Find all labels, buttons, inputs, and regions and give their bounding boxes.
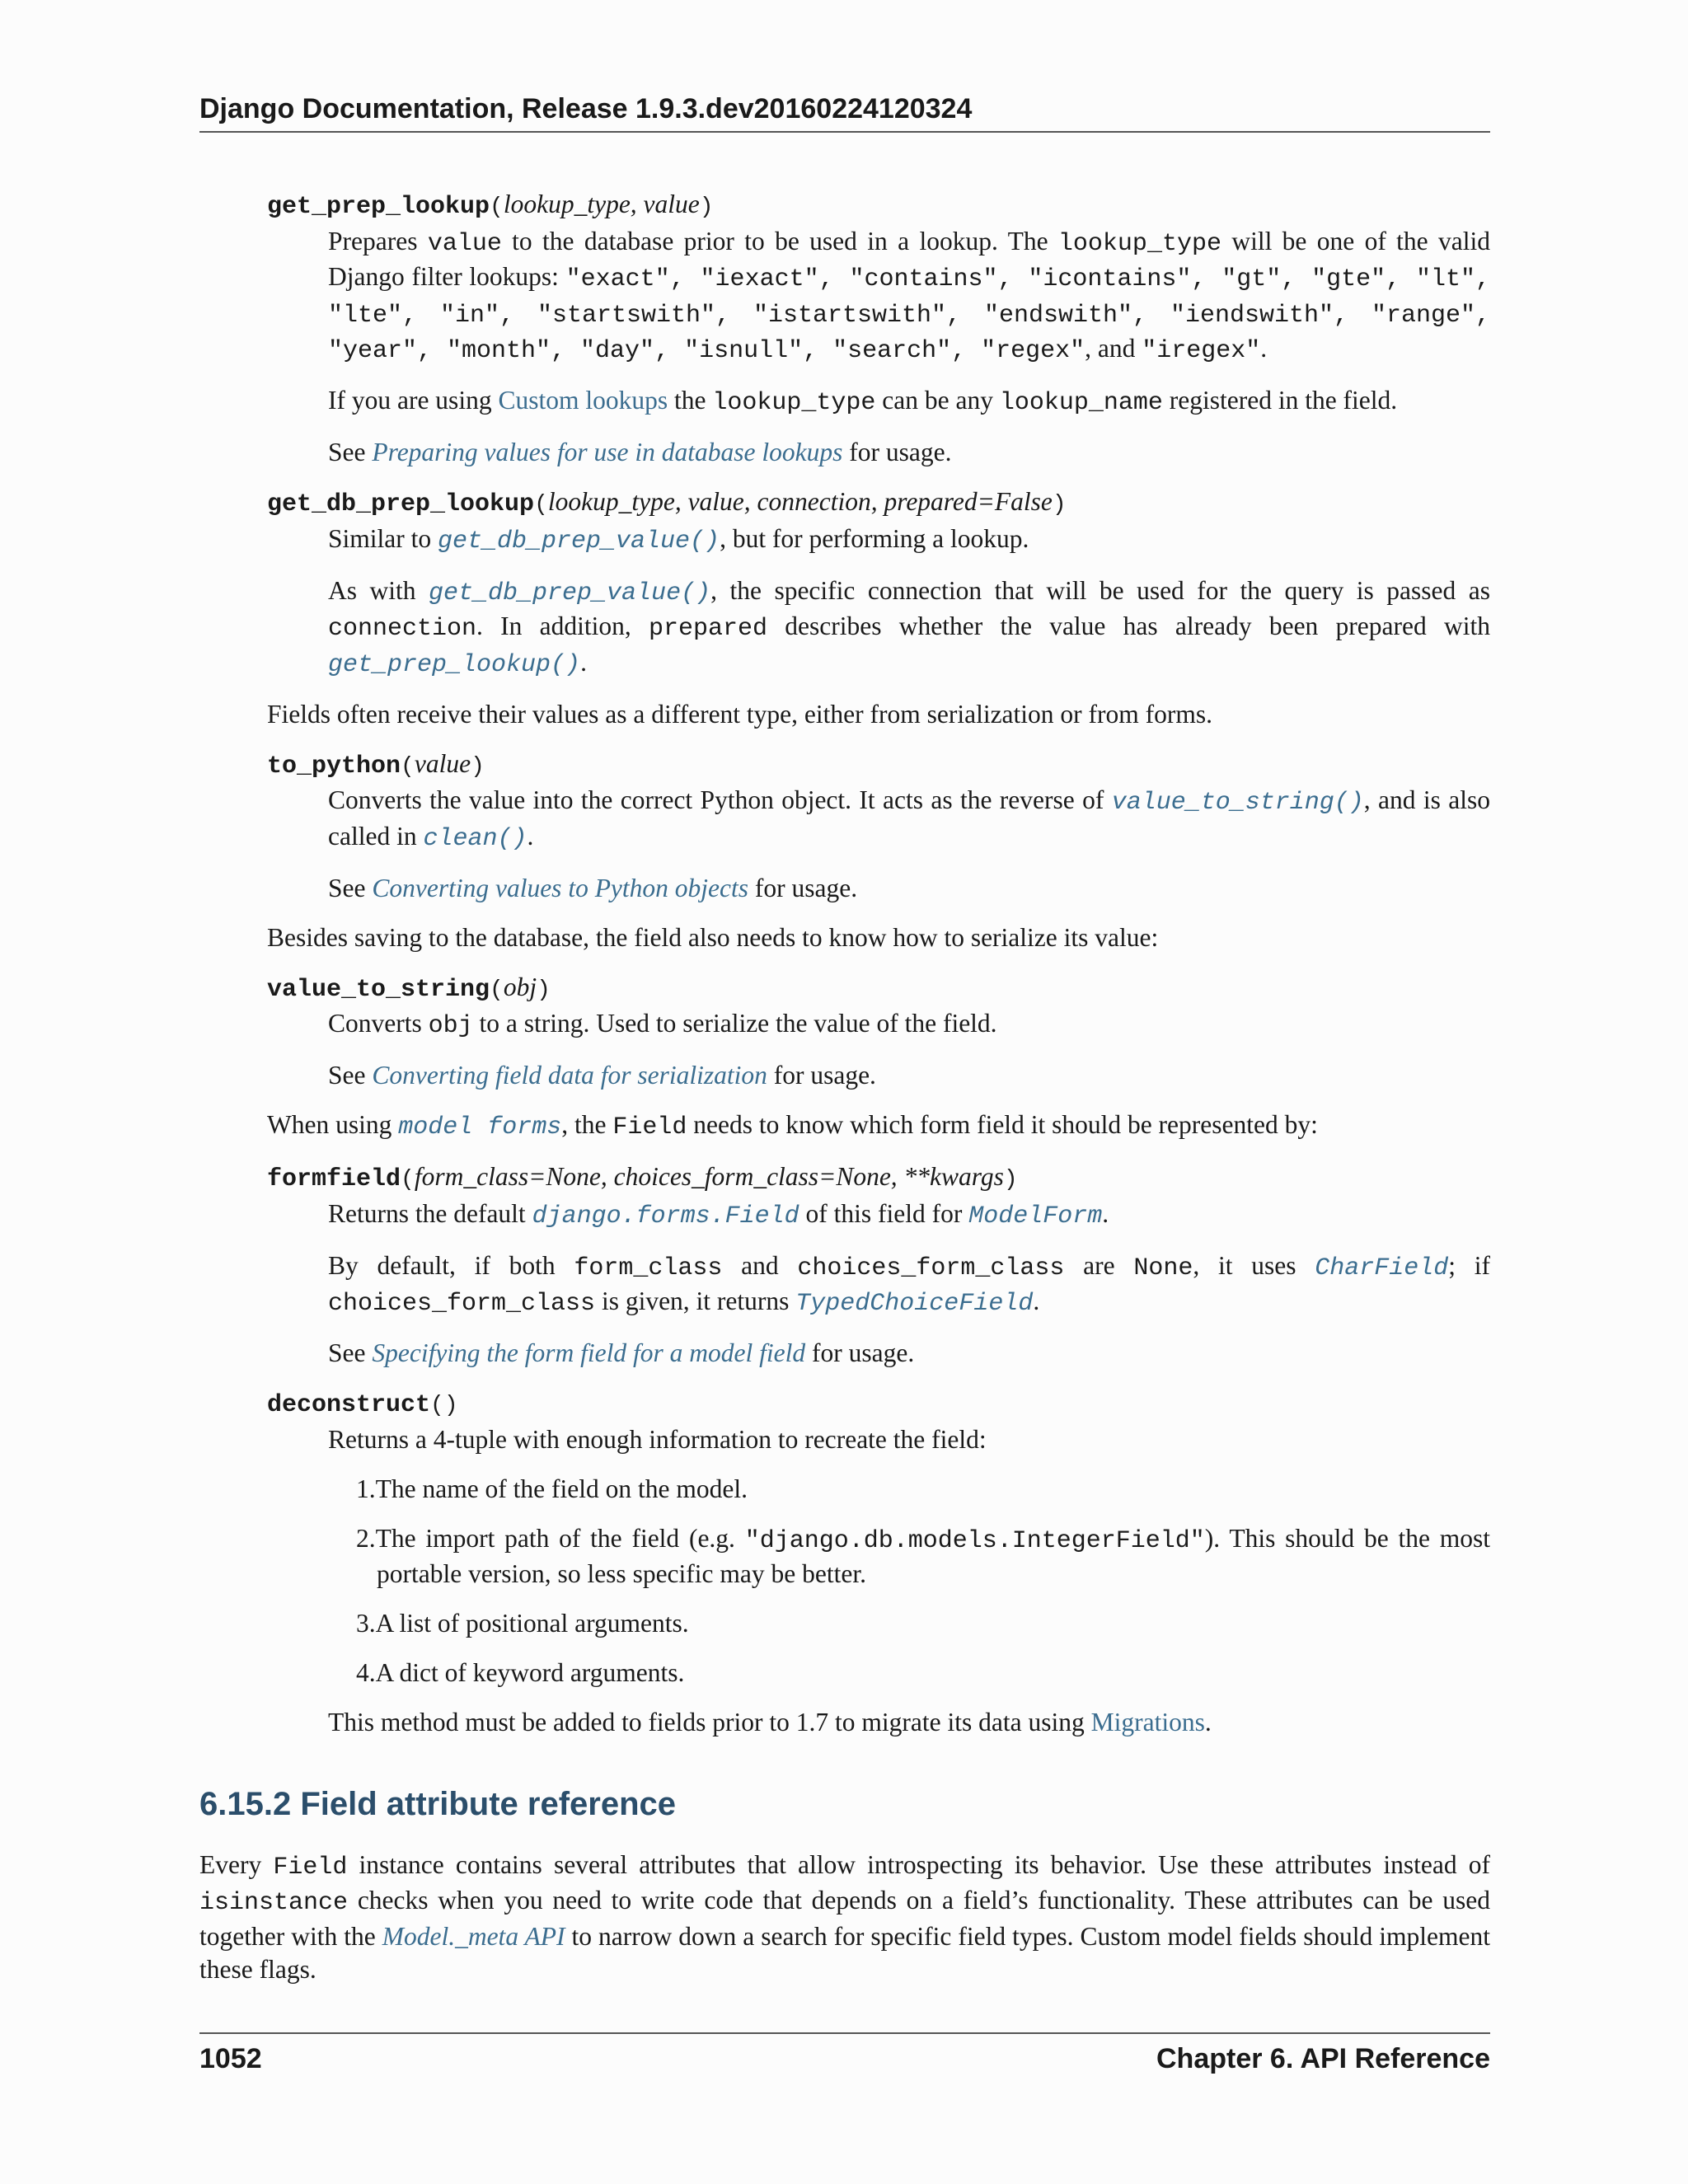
paragraph: Fields often receive their values as a different type, either from serialization or from forms.	[267, 699, 1212, 729]
paragraph: As with get_db_prep_value(), the specific connection that will be used for the query is passed as connection. In addition, prepared describes whether the value has already been prepared with get_prep_lookup().	[328, 575, 1490, 679]
method-signature-value-to-string: value_to_string(obj)	[267, 972, 551, 1004]
method-description	[328, 1197, 1490, 1371]
paragraph: When using model forms, the Field needs to know which form field it should be represented by:	[267, 1110, 1318, 1141]
method-name: value_to_string	[267, 975, 490, 1004]
list-item: 3.A list of positional arguments.	[356, 1609, 689, 1638]
page-header	[199, 92, 1490, 133]
page-number: 1052	[199, 2043, 262, 2074]
converting-values-link[interactable]: Converting values to Python objects	[372, 873, 749, 902]
running-title: Django Documentation, Release 1.9.3.dev20160224120324	[199, 93, 973, 124]
method-name: to_python	[267, 752, 401, 780]
method-signature-formfield: formfield(form_class=None, choices_form_class=None, **kwargs)	[267, 1162, 1018, 1193]
preparing-values-link[interactable]: Preparing values for use in database lookups	[372, 438, 843, 466]
paragraph: By default, if both form_class and choices_form_class are None, it uses CharField; if choices_form_class is given, it returns TypedChoiceField.	[328, 1250, 1491, 1318]
get-prep-lookup-link[interactable]: get_prep_lookup()	[328, 650, 581, 679]
get-db-prep-value-link[interactable]: get_db_prep_value()	[429, 579, 711, 607]
method-description	[328, 1423, 1490, 1457]
numbered-list	[356, 1473, 1490, 1690]
typedchoicefield-link[interactable]: TypedChoiceField	[795, 1290, 1034, 1318]
converting-field-data-link[interactable]: Converting field data for serialization	[372, 1061, 767, 1090]
chapter-title: Chapter 6. API Reference	[1156, 2043, 1490, 2074]
clean-link[interactable]: clean()	[423, 824, 528, 853]
paragraph: See Converting values to Python objects for usage.	[328, 873, 858, 902]
charfield-link[interactable]: CharField	[1315, 1254, 1449, 1282]
method-signature-to-python: to_python(value)	[267, 748, 485, 780]
specifying-form-field-link[interactable]: Specifying the form field for a model field	[372, 1338, 806, 1367]
paragraph: Prepares value to the database prior to be used in a lookup. The lookup_type will be one of the valid Django filter lookups: "exact", "iexact", "contains", "icontains", "gt", "gte", "lt", "lte", "in", "startswith", "istartswith", "endswith", "iendswith", "range", "year", "month", "day", "isnull", "search", "regex", and "iregex".	[328, 226, 1490, 365]
paragraph: See Converting field data for serialization for usage.	[328, 1061, 876, 1090]
section-heading: 6.15.2 Field attribute reference	[199, 1785, 677, 1822]
paragraph: Every Field instance contains several attributes that allow introspecting its behavior. Use these attributes instead of isinstance checks when you need to write code that depends on a field’s functionality. These attributes can be used together with the Model._meta API to narrow down a search for specific field types. Custom model fields should implement these flags.	[199, 1849, 1490, 1984]
value-to-string-link[interactable]: value_to_string()	[1111, 789, 1364, 817]
paragraph: Similar to get_db_prep_value(), but for performing a lookup.	[328, 523, 1029, 555]
model-forms-link[interactable]: model forms	[398, 1113, 562, 1141]
method-name: get_db_prep_lookup	[267, 490, 535, 518]
paragraph: See Preparing values for use in database lookups for usage.	[328, 438, 952, 466]
method-args: lookup_type, value, connection, prepared=False	[547, 487, 1053, 516]
page-content	[199, 188, 1490, 1987]
paragraph: See Specifying the form field for a model field for usage.	[328, 1338, 915, 1367]
method-description	[328, 784, 1490, 905]
method-description	[328, 523, 1490, 682]
model-meta-api-link[interactable]: Model._meta API	[382, 1921, 565, 1951]
method-args: form_class=None, choices_form_class=None, **kwargs	[414, 1162, 1004, 1191]
method-args: obj	[503, 972, 537, 1001]
paragraph: Converts the value into the correct Python object. It acts as the reverse of value_to_string(), and is also called in clean().	[328, 785, 1490, 853]
paragraph: Converts obj to a string. Used to serialize the value of the field.	[328, 1009, 997, 1040]
method-args: value	[414, 748, 471, 778]
list-item: 2.The import path of the field (e.g. "django.db.models.IntegerField"). This should be the most portable version, so less specific may be better.	[356, 1523, 1490, 1588]
method-name: formfield	[267, 1165, 401, 1193]
method-description	[328, 1007, 1490, 1093]
method-name: get_prep_lookup	[267, 193, 490, 221]
paragraph: Besides saving to the database, the field also needs to know how to serialize its value:	[267, 922, 1159, 952]
method-signature-get-prep-lookup: get_prep_lookup(lookup_type, value)	[267, 190, 714, 221]
list-item: 4.A dict of keyword arguments.	[356, 1658, 685, 1687]
list-item: 1.The name of the field on the model.	[356, 1474, 748, 1503]
paragraph: This method must be added to fields prior to 1.7 to migrate its data using Migrations.	[328, 1708, 1212, 1736]
method-description	[328, 1706, 1490, 1740]
page-footer	[199, 2032, 1490, 2076]
paragraph: Returns a 4-tuple with enough information to recreate the field:	[328, 1424, 987, 1454]
paragraph: If you are using Custom lookups the lookup_type can be any lookup_name registered in the field.	[328, 386, 1398, 417]
custom-lookups-link[interactable]: Custom lookups	[498, 386, 668, 415]
migrations-link[interactable]: Migrations	[1090, 1708, 1205, 1736]
modelform-link[interactable]: ModelForm	[968, 1202, 1103, 1230]
method-signature-get-db-prep-lookup: get_db_prep_lookup(lookup_type, value, connection, prepared=False)	[267, 487, 1067, 518]
method-description	[328, 225, 1490, 470]
method-name: deconstruct	[267, 1391, 431, 1419]
paragraph: Returns the default django.forms.Field of this field for ModelForm.	[328, 1198, 1109, 1230]
get-db-prep-value-link[interactable]: get_db_prep_value()	[438, 527, 720, 555]
django-forms-field-link[interactable]: django.forms.Field	[532, 1202, 799, 1230]
method-args: lookup_type, value	[503, 190, 700, 218]
method-signature-deconstruct: deconstruct()	[267, 1391, 458, 1419]
